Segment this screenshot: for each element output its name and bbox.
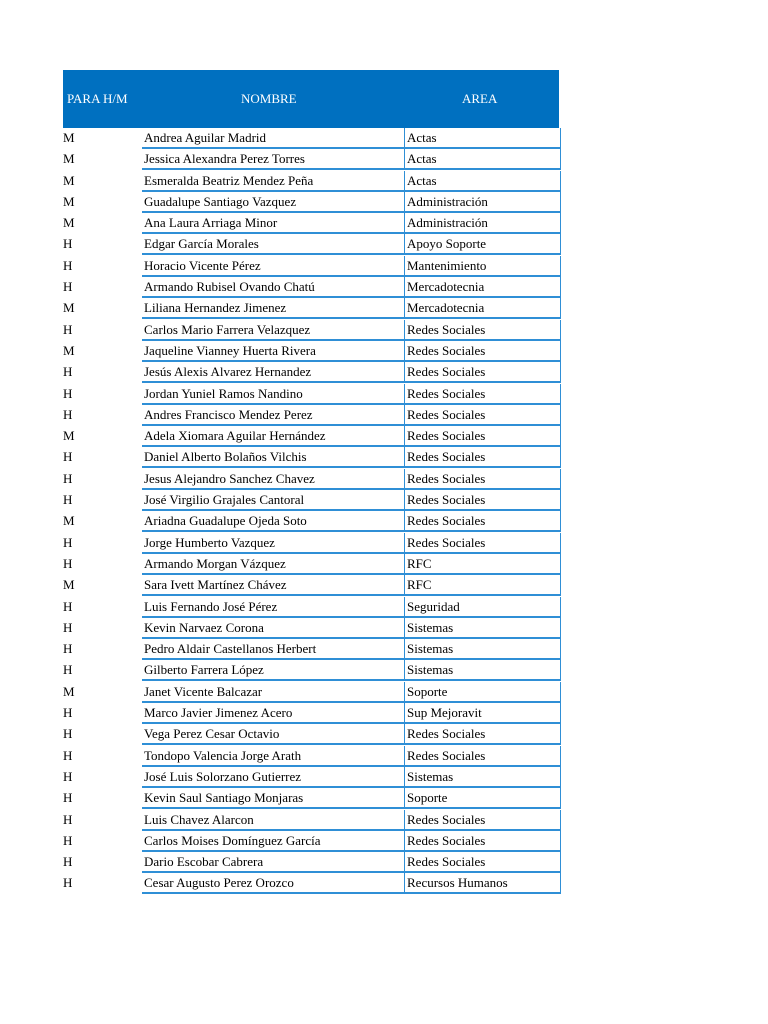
gender-cell[interactable]: H xyxy=(63,619,73,635)
area-cell[interactable]: Redes Sociales xyxy=(404,405,561,426)
gender-cell[interactable]: H xyxy=(63,257,73,273)
table-row xyxy=(63,575,559,596)
name-cell[interactable]: Ana Laura Arriaga Minor xyxy=(142,213,404,234)
column-header-name: NOMBRE xyxy=(241,91,297,106)
name-cell[interactable]: Dario Escobar Cabrera xyxy=(142,852,404,873)
table-row xyxy=(63,128,559,149)
gender-cell[interactable]: H xyxy=(63,854,73,870)
name-cell[interactable]: Jesus Alejandro Sanchez Chavez xyxy=(142,469,404,490)
name-cell[interactable]: Edgar García Morales xyxy=(142,234,404,255)
name-cell[interactable]: Kevin Narvaez Corona xyxy=(142,618,404,639)
area-cell[interactable]: Redes Sociales xyxy=(404,341,561,362)
table-row xyxy=(63,234,559,255)
name-cell[interactable]: Ariadna Guadalupe Ojeda Soto xyxy=(142,511,404,532)
table-row xyxy=(63,426,559,447)
area-cell[interactable]: Redes Sociales xyxy=(404,384,561,405)
table-row xyxy=(63,213,559,234)
table-row xyxy=(63,171,559,192)
gender-cell[interactable]: H xyxy=(63,726,73,742)
table-row xyxy=(63,597,559,618)
gender-cell[interactable]: M xyxy=(63,130,75,145)
table-row xyxy=(63,277,559,298)
name-cell[interactable]: Cesar Augusto Perez Orozco xyxy=(142,873,404,894)
name-cell[interactable]: Kevin Saul Santiago Monjaras xyxy=(142,788,404,809)
table-row xyxy=(63,149,559,170)
table-row xyxy=(63,490,559,511)
name-cell[interactable]: Luis Chavez Alarcon xyxy=(142,810,404,831)
name-cell[interactable]: Janet Vicente Balcazar xyxy=(142,682,404,703)
area-cell[interactable]: Redes Sociales xyxy=(404,724,561,745)
area-cell[interactable]: Redes Sociales xyxy=(404,533,561,554)
name-cell[interactable]: Daniel Alberto Bolaños Vilchis xyxy=(142,447,404,468)
area-cell[interactable]: Sistemas xyxy=(404,639,561,660)
gender-cell[interactable]: H xyxy=(63,492,73,508)
area-cell[interactable]: Redes Sociales xyxy=(404,362,561,383)
area-cell[interactable]: Mercadotecnia xyxy=(404,277,561,298)
gender-cell[interactable]: H xyxy=(63,747,73,763)
table-row xyxy=(63,405,559,426)
area-cell[interactable]: Mantenimiento xyxy=(404,256,561,277)
gender-cell[interactable]: H xyxy=(63,641,73,657)
table-row xyxy=(63,724,559,745)
gender-cell[interactable]: H xyxy=(63,470,73,486)
table-row xyxy=(63,192,559,213)
table-row xyxy=(63,256,559,277)
gender-cell[interactable]: H xyxy=(63,662,73,678)
table-header xyxy=(63,70,559,128)
gender-cell[interactable]: H xyxy=(63,555,73,571)
name-cell[interactable]: José Virgilio Grajales Cantoral xyxy=(142,490,404,511)
name-cell[interactable]: Andrea Aguilar Madrid xyxy=(142,128,404,149)
area-cell[interactable]: Sistemas xyxy=(404,767,561,788)
gender-cell[interactable]: H xyxy=(63,449,73,465)
gender-cell[interactable]: H xyxy=(63,364,73,380)
name-cell[interactable]: Luis Fernando José Pérez xyxy=(142,597,404,618)
gender-cell[interactable]: H xyxy=(63,875,73,891)
area-cell[interactable]: Soporte xyxy=(404,788,561,809)
area-cell[interactable]: Soporte xyxy=(404,682,561,703)
gender-cell[interactable]: H xyxy=(63,406,73,422)
area-cell[interactable]: Mercadotecnia xyxy=(404,298,561,319)
table-row xyxy=(63,767,559,788)
table-row xyxy=(63,703,559,724)
gender-cell[interactable]: M xyxy=(63,193,75,209)
table-row xyxy=(63,831,559,852)
area-cell[interactable]: RFC xyxy=(404,554,561,575)
table-row xyxy=(63,320,559,341)
table-row xyxy=(63,447,559,468)
table-row xyxy=(63,533,559,554)
name-cell[interactable]: Vega Perez Cesar Octavio xyxy=(142,724,404,745)
gender-cell[interactable]: H xyxy=(63,790,73,806)
gender-cell[interactable]: H xyxy=(63,598,73,614)
name-cell[interactable]: Jesús Alexis Alvarez Hernandez xyxy=(142,362,404,383)
gender-cell[interactable]: H xyxy=(63,832,73,848)
area-cell[interactable]: Redes Sociales xyxy=(404,426,561,447)
gender-cell[interactable]: H xyxy=(63,768,73,784)
area-cell[interactable]: Redes Sociales xyxy=(404,810,561,831)
table-row xyxy=(63,511,559,532)
gender-cell[interactable]: H xyxy=(63,811,73,827)
gender-cell[interactable]: H xyxy=(63,279,73,295)
area-cell[interactable]: Actas xyxy=(404,149,561,170)
area-cell[interactable]: Sistemas xyxy=(404,660,561,681)
gender-cell[interactable]: M xyxy=(63,683,75,699)
table-row xyxy=(63,469,559,490)
gender-cell[interactable]: H xyxy=(63,705,73,721)
gender-cell[interactable]: M xyxy=(63,342,75,358)
staff-table xyxy=(63,70,559,895)
table-row xyxy=(63,810,559,831)
name-cell[interactable]: Guadalupe Santiago Vazquez xyxy=(142,192,404,213)
table-row xyxy=(63,873,559,894)
name-cell[interactable]: Jaqueline Vianney Huerta Rivera xyxy=(142,341,404,362)
column-header-gender: PARA H/M xyxy=(67,91,128,106)
gender-cell[interactable]: M xyxy=(63,300,75,316)
table-row xyxy=(63,788,559,809)
gender-cell[interactable]: H xyxy=(63,236,73,252)
name-cell[interactable]: Armando Morgan Vázquez xyxy=(142,554,404,575)
table-row xyxy=(63,362,559,383)
name-cell[interactable]: Liliana Hernandez Jimenez xyxy=(142,298,404,319)
area-cell[interactable]: Apoyo Soporte xyxy=(404,234,561,255)
gender-cell[interactable]: M xyxy=(63,513,75,529)
gender-cell[interactable]: M xyxy=(63,428,75,444)
name-cell[interactable]: Armando Rubisel Ovando Chatú xyxy=(142,277,404,298)
area-cell[interactable]: Redes Sociales xyxy=(404,746,561,767)
name-cell[interactable]: Jorge Humberto Vazquez xyxy=(142,533,404,554)
gender-cell[interactable]: H xyxy=(63,534,73,550)
table-row xyxy=(63,639,559,660)
table-row xyxy=(63,384,559,405)
gender-cell[interactable]: H xyxy=(63,321,73,337)
area-cell[interactable]: Recursos Humanos xyxy=(404,873,561,894)
table-row xyxy=(63,341,559,362)
name-cell[interactable]: Pedro Aldair Castellanos Herbert xyxy=(142,639,404,660)
area-cell[interactable]: Redes Sociales xyxy=(404,320,561,341)
name-cell[interactable]: Esmeralda Beatriz Mendez Peña xyxy=(142,171,404,192)
table-row xyxy=(63,746,559,767)
name-cell[interactable]: Carlos Moises Domínguez García xyxy=(142,831,404,852)
area-cell[interactable]: Administración xyxy=(404,192,561,213)
gender-cell[interactable]: M xyxy=(63,151,75,167)
area-cell[interactable]: Redes Sociales xyxy=(404,852,561,873)
area-cell[interactable]: Actas xyxy=(404,171,561,192)
name-cell[interactable]: Jessica Alexandra Perez Torres xyxy=(142,149,404,170)
gender-cell[interactable]: M xyxy=(63,172,75,188)
table-row xyxy=(63,298,559,319)
table-row xyxy=(63,852,559,873)
name-cell[interactable]: Horacio Vicente Pérez xyxy=(142,256,404,277)
name-cell[interactable]: José Luis Solorzano Gutierrez xyxy=(142,767,404,788)
gender-cell[interactable]: H xyxy=(63,385,73,401)
name-cell[interactable]: Carlos Mario Farrera Velazquez xyxy=(142,320,404,341)
table-body xyxy=(63,128,559,895)
table-row xyxy=(63,618,559,639)
area-cell[interactable]: Sup Mejoravit xyxy=(404,703,561,724)
name-cell[interactable]: Sara Ivett Martínez Chávez xyxy=(142,575,404,596)
area-cell[interactable]: Actas xyxy=(404,128,561,149)
name-cell[interactable]: Tondopo Valencia Jorge Arath xyxy=(142,746,404,767)
area-cell[interactable]: Redes Sociales xyxy=(404,469,561,490)
gender-cell[interactable]: M xyxy=(63,215,75,231)
name-cell[interactable]: Gilberto Farrera López xyxy=(142,660,404,681)
table-row xyxy=(63,682,559,703)
area-cell[interactable]: Administración xyxy=(404,213,561,234)
table-row xyxy=(63,660,559,681)
name-cell[interactable]: Andres Francisco Mendez Perez xyxy=(142,405,404,426)
name-cell[interactable]: Adela Xiomara Aguilar Hernández xyxy=(142,426,404,447)
area-cell[interactable]: Redes Sociales xyxy=(404,511,561,532)
area-cell[interactable]: Seguridad xyxy=(404,597,561,618)
name-cell[interactable]: Jordan Yuniel Ramos Nandino xyxy=(142,384,404,405)
name-cell[interactable]: Marco Javier Jimenez Acero xyxy=(142,703,404,724)
area-cell[interactable]: Redes Sociales xyxy=(404,831,561,852)
table-row xyxy=(63,554,559,575)
area-cell[interactable]: Redes Sociales xyxy=(404,490,561,511)
column-header-area: AREA xyxy=(462,91,498,106)
area-cell[interactable]: Redes Sociales xyxy=(404,447,561,468)
area-cell[interactable]: RFC xyxy=(404,575,561,596)
area-cell[interactable]: Sistemas xyxy=(404,618,561,639)
gender-cell[interactable]: M xyxy=(63,577,75,593)
